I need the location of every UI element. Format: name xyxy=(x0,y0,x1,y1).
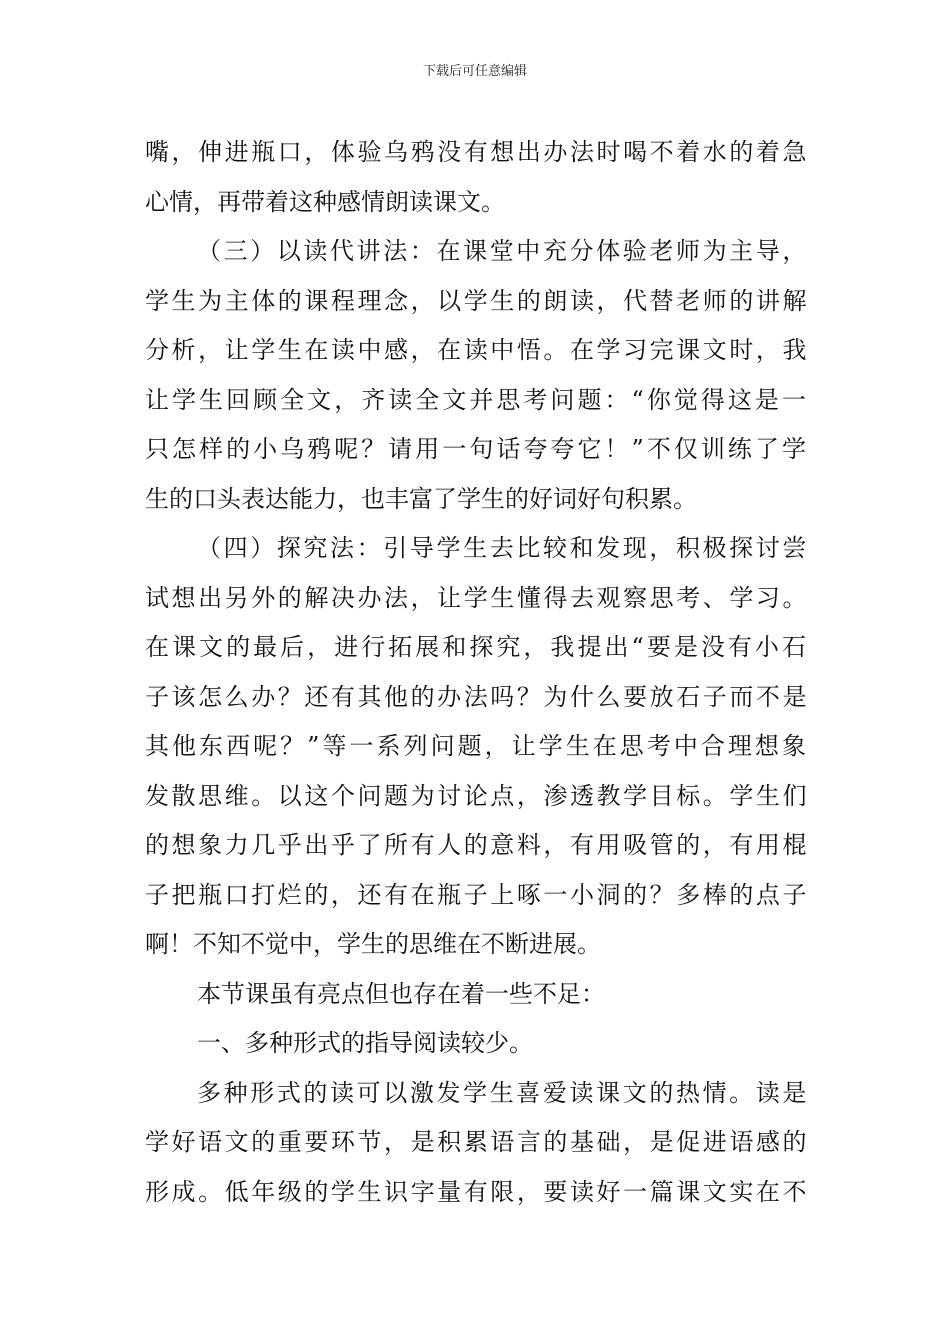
text-line: 只怎样的小乌鸦呢？请用一句话夸夸它！”不仅训练了学 xyxy=(145,435,809,463)
text-line: （三）以读代讲法：在课堂中充分体验老师为主导， xyxy=(197,237,809,265)
text-line: 分析，让学生在读中感，在读中悟。在学习完课文时，我 xyxy=(145,336,809,364)
page-header: 下载后可任意编辑 xyxy=(422,64,527,79)
text-line: 嘴，伸进瓶口，体验乌鸦没有想出办法时喝不着水的着急 xyxy=(145,138,809,166)
text-line: 让学生回顾全文，齐读全文并思考问题：“你觉得这是一 xyxy=(145,385,809,414)
text-line: 一、多种形式的指导阅读较少。 xyxy=(197,1029,533,1057)
text-line: 其他东西呢？”等一系列问题，让学生在思考中合理想象 xyxy=(145,732,809,760)
text-line: 试想出另外的解决办法，让学生懂得去观察思考、学习。 xyxy=(145,583,809,612)
document-body xyxy=(145,128,809,1217)
text-line: 子该怎么办？还有其他的办法吗？为什么要放石子而不是 xyxy=(145,682,809,711)
text-line: 学生为主体的课程理念，以学生的朗读，代替老师的讲解 xyxy=(145,286,809,315)
text-line: 的想象力几乎出乎了所有人的意料，有用吸管的，有用棍 xyxy=(145,831,809,859)
text-line: 多种形式的读可以激发学生喜爱读课文的热情。读是 xyxy=(197,1078,809,1107)
text-line: 在课文的最后，进行拓展和探究，我提出“要是没有小石 xyxy=(145,633,809,661)
text-line: 本节课虽有亮点但也存在着一些不足： xyxy=(197,979,605,1008)
text-line: 心情，再带着这种感情朗读课文。 xyxy=(145,187,505,216)
text-line: 生的口头表达能力，也丰富了学生的好词好句积累。 xyxy=(145,484,697,513)
text-line: 形成。低年级的学生识字量有限，要读好一篇课文实在不 xyxy=(145,1177,809,1206)
text-line: 学好语文的重要环节，是积累语言的基础，是促进语感的 xyxy=(145,1128,809,1156)
text-line: 发散思维。以这个问题为讨论点，渗透教学目标。学生们 xyxy=(145,781,809,810)
text-line: 子把瓶口打烂的，还有在瓶子上啄一小洞的？多棒的点子 xyxy=(145,880,809,909)
text-line: （四）探究法：引导学生去比较和发现，积极探讨尝 xyxy=(197,534,809,562)
text-line: 啊！不知不觉中，学生的思维在不断进展。 xyxy=(145,930,601,958)
